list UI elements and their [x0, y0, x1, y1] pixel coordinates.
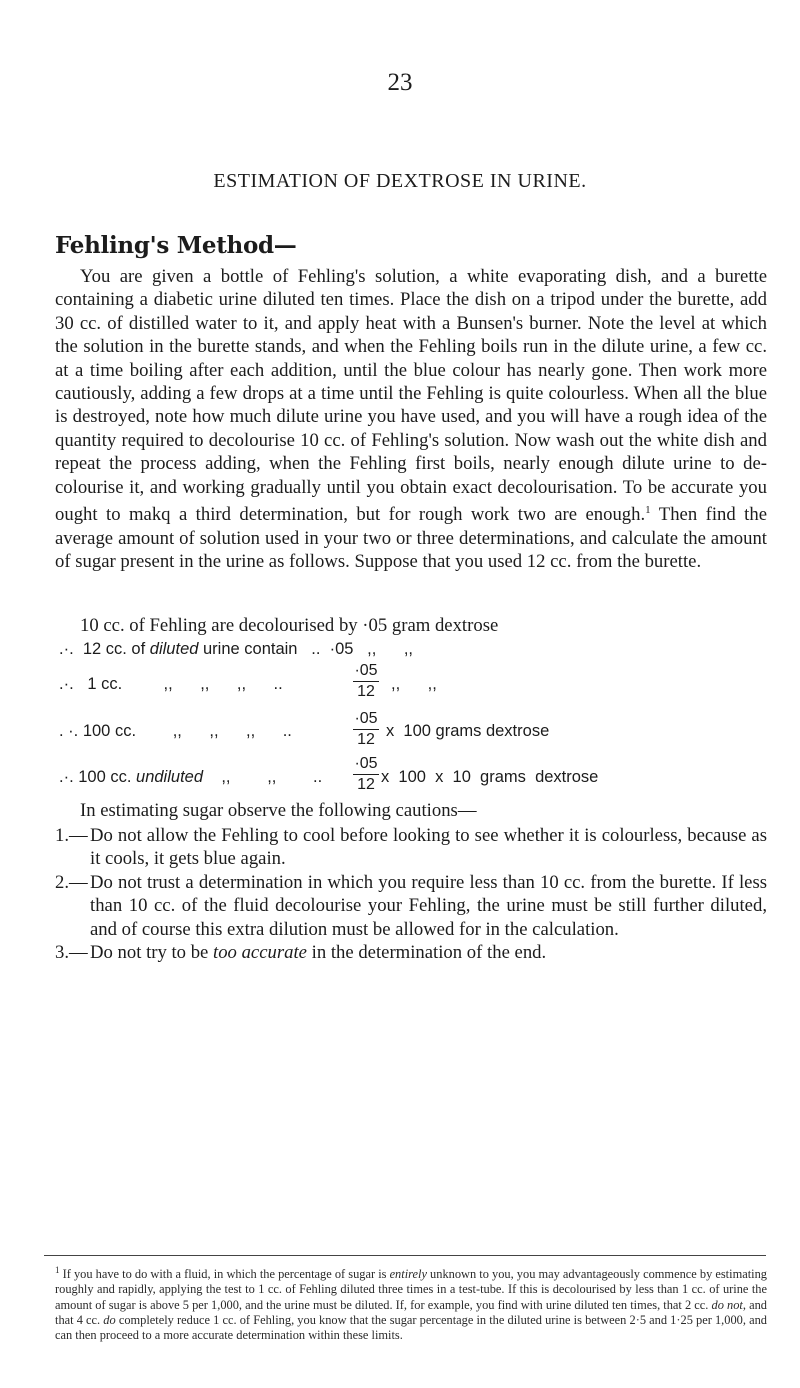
- footnote-ref: 1: [645, 504, 651, 517]
- calc-line-3-prefix: .·. 1 cc. ,, ,, ,, ..: [59, 675, 283, 693]
- footnote: $^1$ If you have to do with a fluid, in which the percentage of sugar is entirely unknown to you, you may advantageously commence by estimating roughly and rapidly, applying the test to 1 cc. of Fehling diluted three times in a test-tube. If this is decolourised by less than 1 cc. of urine the amount of sugar is above 5 per 1,000, and the urine must be diluted. If, for example, you find with urine diluted ten times, that 2 cc. do not, and that 4 cc. do completely reduce 1 cc. of Fehling, you know that the sugar percentage in the diluted urine is between 2·5 and 1·25 per 1,000, and can then proceed to a more accurate determination within these limits.: [55, 1265, 768, 1342]
- method-paragraph: [55, 265, 767, 574]
- emphasis: too accurate: [213, 942, 307, 964]
- caution-3: 3.— Do not try to be too accurate in the determination of the end.: [55, 942, 547, 964]
- footnote-divider: [44, 1255, 766, 1256]
- fraction-2: [353, 710, 379, 749]
- fraction-bar: [353, 681, 379, 682]
- fraction-denominator: 12: [357, 683, 375, 700]
- caution-2: [55, 871, 767, 941]
- calc-line-4-suffix: x 100 grams dextrose: [386, 722, 550, 740]
- calc-line-5-suffix: x 100 x 10 grams dextrose: [381, 768, 599, 786]
- method-text: You are given a bottle of Fehling's solution, a white evaporating dish, and a burette containing a diabetic urine diluted ten times. Place the dish on a tripod under the burette, add 30 cc. of distilled water to it, and apply heat with a Bunsen's burner. Note the level at which the solution in the burette stands, and when the Fehling boils run in the dilute urine, a few cc. at a time boiling after each addition, until the blue colour has nearly gone. Then work more cautiously, adding a few drops at a time until the Fehling is quite colourless. When all the blue is destroyed, note how much dilute urine you have used, and you will have a rough idea of the quantity required to decolourise 10 cc. of Fehling's solution. Now wash out the white dish and repeat the process adding, when the Fehling first boils, nearly enough dilute urine to de-colourise it, and working gradually until you obtain exact decolourisation. To be accurate you ought to makq a third determination, but for rough work two are enough.$^1$ Then find the average amount of solution used in your two or three determinations, and calculate the amount of sugar present in the urine as follows. Suppose that you used 12 cc. from the burette.: [55, 266, 767, 573]
- footnote-marker: 1: [55, 1265, 60, 1275]
- fraction-numerator: ·05: [354, 755, 378, 772]
- fraction-bar: [353, 729, 379, 730]
- cautions-intro: In estimating sugar observe the following cautions—: [80, 800, 477, 821]
- fraction-numerator: ·05: [354, 662, 378, 679]
- section-heading: Fehling's Method—: [55, 232, 297, 259]
- fraction-1: [353, 662, 379, 701]
- caution-text: Do not trust a determination in which you require less than 10 cc. from the burette. If less than 10 cc. of the fluid decolourise your Fehling, the urine must be still further diluted, and of course this extra dilution must be allowed for in the calculation.: [90, 871, 767, 940]
- calc-line-5-prefix: .·. 100 cc. undiluted ,, ,, ..: [59, 768, 323, 786]
- fraction-3: [353, 755, 379, 794]
- calc-line-3-suffix: ,, ,,: [391, 675, 437, 693]
- fraction-bar: [353, 774, 379, 775]
- calc-line-2: .·. 12 cc. of diluted urine contain .. ·05 ,, ,,: [59, 640, 414, 658]
- fraction-denominator: 12: [357, 776, 375, 793]
- fraction-denominator: 12: [357, 731, 375, 748]
- fraction-numerator: ·05: [354, 710, 378, 727]
- caution-number: 3.—: [55, 942, 88, 964]
- calc-line-1: 10 cc. of Fehling are decolourised by ·05 gram dextrose: [80, 615, 499, 636]
- cautions-list: [55, 824, 767, 964]
- page-number: 23: [387, 69, 413, 96]
- caution-text: Do not allow the Fehling to cool before looking to see whether it is colourless, because as it cools, it gets blue again.: [90, 825, 767, 870]
- calc-line-4-prefix: . ·. 100 cc. ,, ,, ,, ..: [59, 722, 292, 740]
- caution-number: 2.—: [55, 871, 88, 893]
- page-title: ESTIMATION OF DEXTROSE IN URINE.: [213, 170, 587, 192]
- caution-1: [55, 824, 767, 871]
- caution-number: 1.—: [55, 825, 88, 846]
